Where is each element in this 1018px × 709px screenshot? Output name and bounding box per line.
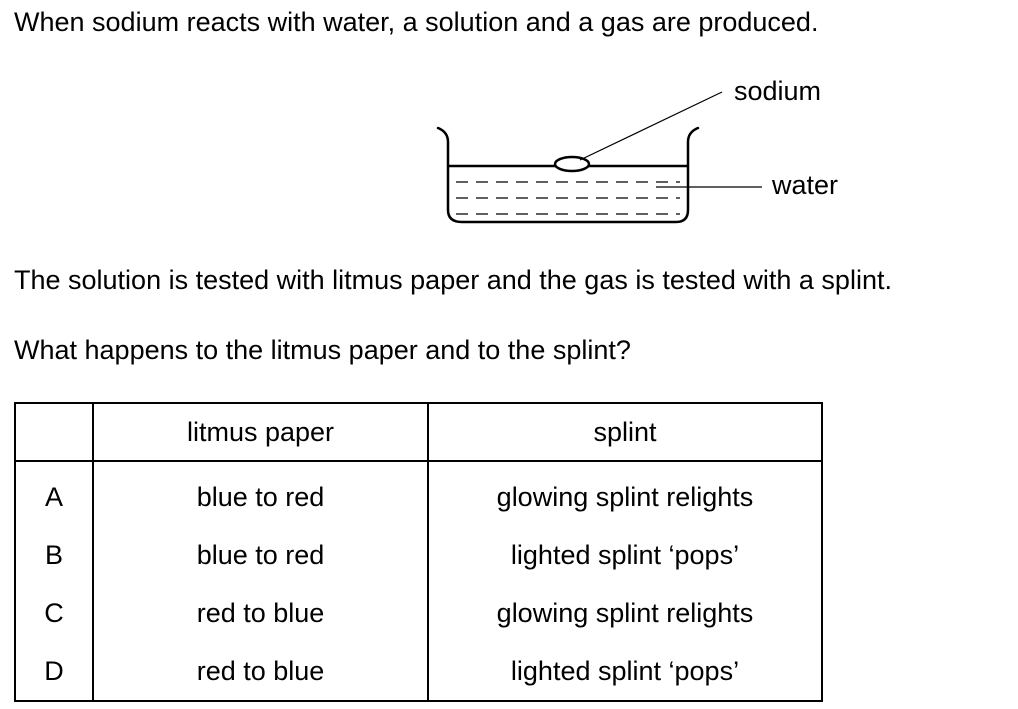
sodium-lump (555, 157, 589, 171)
litmus-result: blue to red (93, 526, 428, 584)
sodium-label: sodium (734, 76, 822, 106)
intro-text: When sodium reacts with water, a solution and a gas are produced. (14, 7, 819, 37)
beaker-outline (438, 128, 698, 222)
header-splint: splint (428, 403, 822, 461)
option-letter: B (15, 526, 93, 584)
table-row[interactable] (15, 461, 822, 526)
table-row[interactable] (15, 584, 822, 642)
splint-result: glowing splint relights (496, 597, 754, 628)
header-option (15, 403, 93, 461)
question-text: What happens to the litmus paper and to the splint? (14, 335, 631, 365)
splint-result: lighted splint ‘pops’ (510, 655, 740, 686)
header-litmus-paper: litmus paper (93, 403, 428, 461)
table-row[interactable] (15, 642, 822, 701)
sodium-leader-line (580, 92, 722, 160)
litmus-result: blue to red (93, 461, 428, 526)
table-header-row (15, 403, 822, 461)
splint-result: lighted splint ‘pops’ (510, 539, 740, 570)
option-letter: C (15, 584, 93, 642)
litmus-result: red to blue (93, 642, 428, 701)
sodium-water-diagram (420, 70, 880, 240)
table-row[interactable] (15, 526, 822, 584)
litmus-result: red to blue (93, 584, 428, 642)
test-text: The solution is tested with litmus paper and the gas is tested with a splint. (14, 265, 892, 295)
answer-options-table (14, 402, 823, 702)
splint-result: glowing splint relights (496, 481, 754, 512)
option-letter: A (15, 461, 93, 526)
option-letter: D (15, 642, 93, 701)
water-label: water (772, 170, 839, 200)
